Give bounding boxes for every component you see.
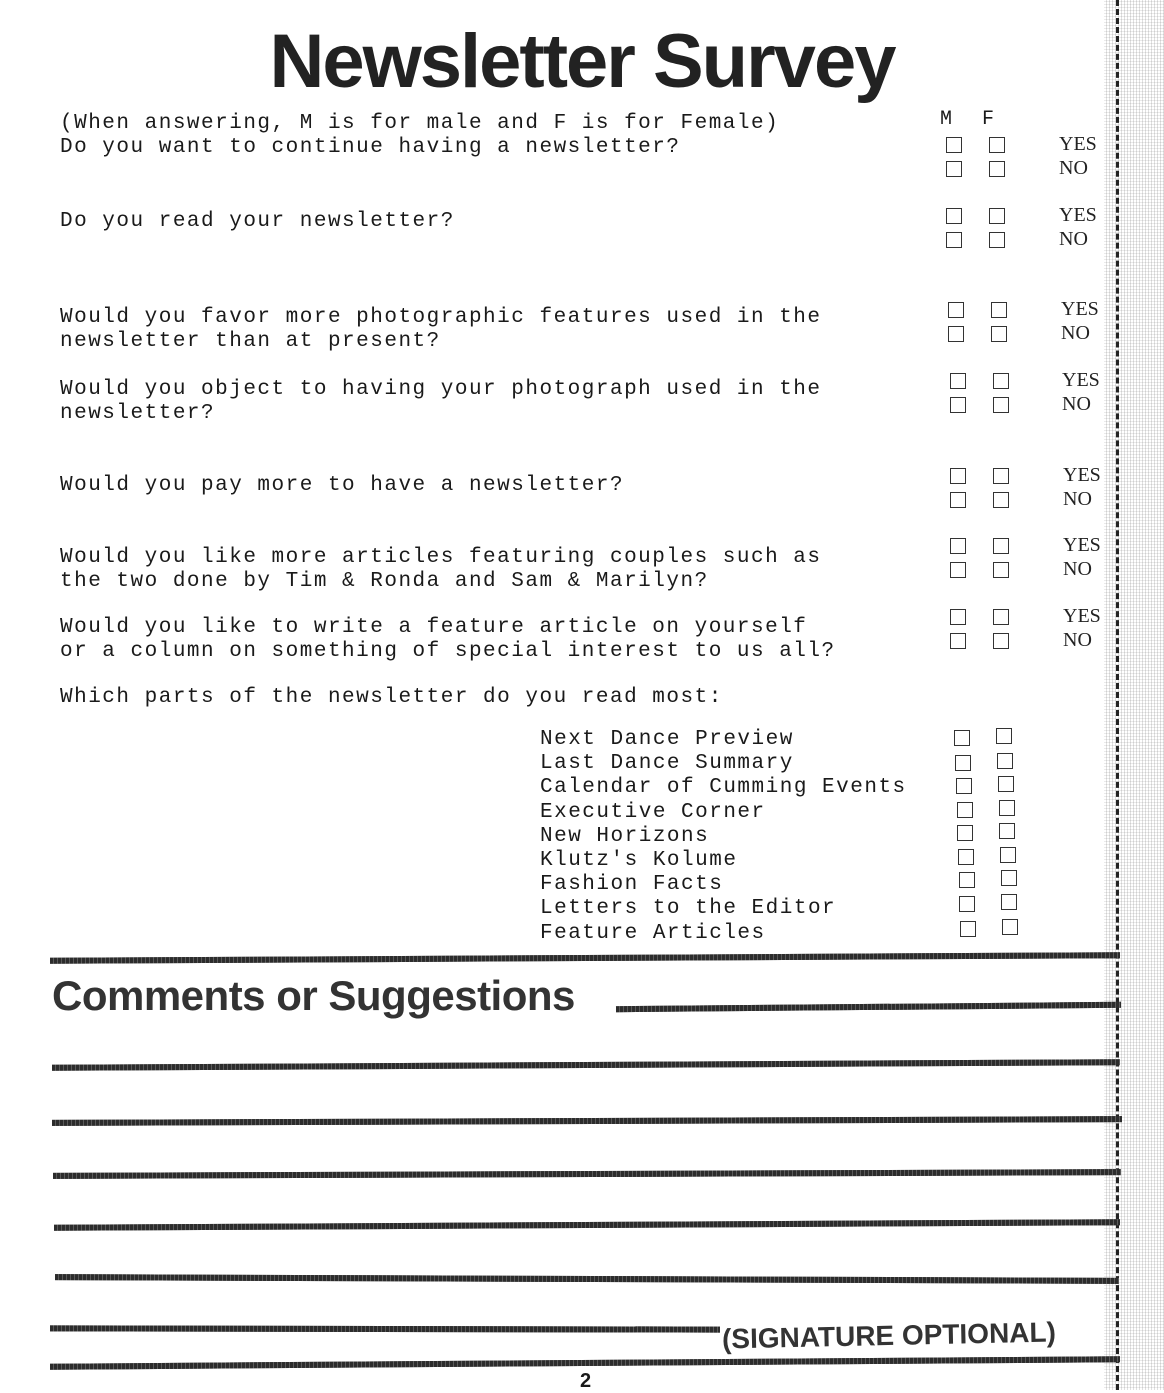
q4-male-yes-checkbox[interactable] bbox=[950, 373, 966, 389]
comments-heading: Comments or Suggestions bbox=[52, 972, 575, 1019]
section-6-male-checkbox[interactable] bbox=[958, 849, 974, 865]
q1-yes-label: YES bbox=[1059, 133, 1097, 155]
q7-male-no-checkbox[interactable] bbox=[950, 633, 966, 649]
section-4-male-checkbox[interactable] bbox=[957, 802, 973, 818]
question-3: Would you favor more photographic features used in the newsletter than at present? bbox=[60, 306, 822, 353]
read-most-section-list bbox=[540, 728, 907, 946]
perforation-line bbox=[1116, 0, 1119, 1390]
comment-line[interactable] bbox=[52, 1059, 1120, 1071]
section-4-female-checkbox[interactable] bbox=[999, 800, 1015, 816]
torn-edge bbox=[1104, 0, 1164, 1390]
signature-optional-label: (SIGNATURE OPTIONAL) bbox=[721, 1316, 1057, 1355]
section-7-male-checkbox[interactable] bbox=[959, 872, 975, 888]
section-3-male-checkbox[interactable] bbox=[956, 778, 972, 794]
q5-male-yes-checkbox[interactable] bbox=[950, 468, 966, 484]
gender-column-header bbox=[940, 108, 1024, 131]
q4-yes-label: YES bbox=[1062, 369, 1100, 391]
section-7-female-checkbox[interactable] bbox=[1001, 870, 1017, 886]
signature-line[interactable] bbox=[50, 1325, 720, 1332]
q2-male-no-checkbox[interactable] bbox=[946, 232, 962, 248]
female-column-label: F bbox=[982, 108, 995, 131]
q1-male-no-checkbox[interactable] bbox=[946, 161, 962, 177]
section-9-female-checkbox[interactable] bbox=[1002, 919, 1018, 935]
question-6: Would you like more articles featuring couples such as the two done by Tim & Ronda and Sam & Marilyn? bbox=[60, 546, 822, 593]
page-number: 2 bbox=[580, 1370, 592, 1392]
q7-female-yes-checkbox[interactable] bbox=[993, 609, 1009, 625]
q3-no-label: NO bbox=[1061, 322, 1090, 344]
q7-no-label: NO bbox=[1063, 629, 1092, 651]
q3-female-yes-checkbox[interactable] bbox=[991, 302, 1007, 318]
read-most-prompt: Which parts of the newsletter do you read most: bbox=[60, 686, 723, 709]
section-5-male-checkbox[interactable] bbox=[957, 825, 973, 841]
q1-male-yes-checkbox[interactable] bbox=[946, 137, 962, 153]
question-1: (When answering, M is for male and F is for Female) Do you want to continue having a newsletter? bbox=[60, 112, 780, 159]
q4-female-no-checkbox[interactable] bbox=[993, 397, 1009, 413]
page-title: Newsletter Survey bbox=[269, 19, 895, 104]
q3-male-yes-checkbox[interactable] bbox=[948, 302, 964, 318]
section-2-male-checkbox[interactable] bbox=[955, 755, 971, 771]
q5-female-no-checkbox[interactable] bbox=[993, 492, 1009, 508]
q4-female-yes-checkbox[interactable] bbox=[993, 373, 1009, 389]
section-6-female-checkbox[interactable] bbox=[1000, 847, 1016, 863]
section-9-male-checkbox[interactable] bbox=[960, 921, 976, 937]
question-2: Do you read your newsletter? bbox=[60, 210, 455, 233]
section-5-female-checkbox[interactable] bbox=[999, 823, 1015, 839]
q2-no-label: NO bbox=[1059, 228, 1088, 250]
q6-male-yes-checkbox[interactable] bbox=[950, 538, 966, 554]
list-item: Executive Corner bbox=[540, 800, 766, 824]
q7-male-yes-checkbox[interactable] bbox=[950, 609, 966, 625]
section-divider bbox=[50, 952, 1120, 964]
q1-no-label: NO bbox=[1059, 157, 1088, 179]
comment-line[interactable] bbox=[616, 1002, 1121, 1012]
q2-yes-label: YES bbox=[1059, 204, 1097, 226]
q5-no-label: NO bbox=[1063, 488, 1092, 510]
q2-female-no-checkbox[interactable] bbox=[989, 232, 1005, 248]
section-2-female-checkbox[interactable] bbox=[997, 753, 1013, 769]
section-1-male-checkbox[interactable] bbox=[954, 730, 970, 746]
q4-no-label: NO bbox=[1062, 393, 1091, 415]
list-item: Fashion Facts bbox=[540, 873, 724, 897]
q7-female-no-checkbox[interactable] bbox=[993, 633, 1009, 649]
comment-line[interactable] bbox=[54, 1219, 1120, 1231]
q5-female-yes-checkbox[interactable] bbox=[993, 468, 1009, 484]
q2-female-yes-checkbox[interactable] bbox=[989, 208, 1005, 224]
q6-female-no-checkbox[interactable] bbox=[993, 562, 1009, 578]
q6-male-no-checkbox[interactable] bbox=[950, 562, 966, 578]
section-8-male-checkbox[interactable] bbox=[959, 896, 975, 912]
section-3-female-checkbox[interactable] bbox=[998, 776, 1014, 792]
section-1-female-checkbox[interactable] bbox=[996, 728, 1012, 744]
q2-male-yes-checkbox[interactable] bbox=[946, 208, 962, 224]
q7-yes-label: YES bbox=[1063, 605, 1101, 627]
q3-yes-label: YES bbox=[1061, 298, 1099, 320]
q5-male-no-checkbox[interactable] bbox=[950, 492, 966, 508]
list-item: Letters to the Editor bbox=[540, 897, 837, 921]
question-7: Would you like to write a feature article on yourself or a column on something of special interest to us all? bbox=[60, 616, 836, 663]
question-5: Would you pay more to have a newsletter? bbox=[60, 474, 625, 497]
q3-male-no-checkbox[interactable] bbox=[948, 326, 964, 342]
q4-male-no-checkbox[interactable] bbox=[950, 397, 966, 413]
list-item: Last Dance Summary bbox=[540, 752, 794, 776]
q5-yes-label: YES bbox=[1063, 464, 1101, 486]
male-column-label: M bbox=[940, 108, 953, 131]
comment-line[interactable] bbox=[55, 1274, 1119, 1284]
q6-no-label: NO bbox=[1063, 558, 1092, 580]
q1-female-yes-checkbox[interactable] bbox=[989, 137, 1005, 153]
list-item: Feature Articles bbox=[540, 921, 766, 945]
q1-female-no-checkbox[interactable] bbox=[989, 161, 1005, 177]
comment-line[interactable] bbox=[53, 1169, 1121, 1179]
question-4: Would you object to having your photograph used in the newsletter? bbox=[60, 378, 822, 425]
q6-female-yes-checkbox[interactable] bbox=[993, 538, 1009, 554]
list-item: New Horizons bbox=[540, 824, 710, 848]
q3-female-no-checkbox[interactable] bbox=[991, 326, 1007, 342]
list-item: Next Dance Preview bbox=[540, 728, 794, 751]
bottom-rule bbox=[50, 1356, 1120, 1369]
q6-yes-label: YES bbox=[1063, 534, 1101, 556]
list-item: Calendar of Cumming Events bbox=[540, 776, 907, 800]
comment-line[interactable] bbox=[52, 1116, 1122, 1126]
list-item: Klutz's Kolume bbox=[540, 849, 738, 873]
section-8-female-checkbox[interactable] bbox=[1001, 894, 1017, 910]
